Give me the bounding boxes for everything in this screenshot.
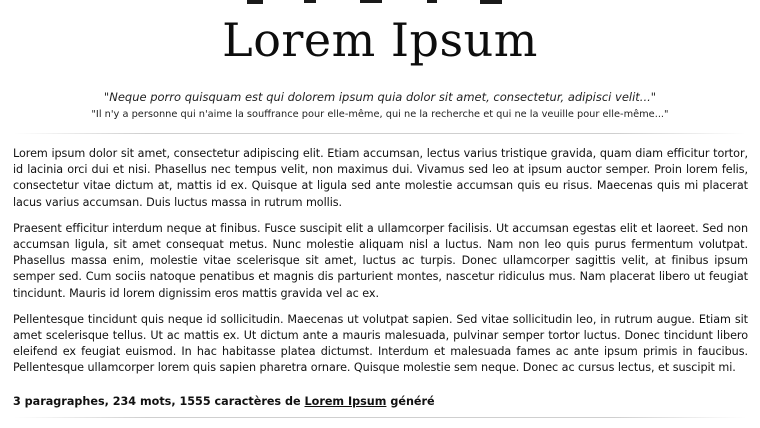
page-title: Lorem Ipsum	[222, 13, 538, 67]
generated-text	[13, 146, 748, 387]
paragraph: Pellentesque tincidunt quis neque id sollicitudin. Maecenas ut volutpat sapien. Sed vitae sollicitudin leo, in rutrum augue. Etiam sit amet scelerisque tellus. Ut ac mattis ex. Ut dictum ante a mauris malesuada, pulvinar semper tortor luctus. Donec tincidunt libero eleifend ex feugiat euismod. In hac habitasse platea dictumst. Interdum et malesuada fames ac ante ipsum primis in faucibus. Pellentesque ullamcorper lorem quis sapien pharetra ornare. Quisque molestie sem neque. Donec ac cursus lectus, et suscipit mi.	[13, 312, 748, 375]
generation-summary	[13, 394, 748, 410]
paragraph: Praesent efficitur interdum neque at finibus. Fusce suscipit elit a ullamcorper facilisis. Ut accumsan egestas elit et laoreet. Sed non accumsan ligula, sit amet consequat metus. Nunc molestie aliquam nisl a luctus. Nam non leo quis purus fermentum volutpat. Phasellus massa enim, molestie vitae scelerisque sit amet, luctus ac turpis. Donec ullamcorper sagittis velit, at finibus ipsum semper sed. Cum sociis natoque penatibus et magnis dis parturient montes, nascetur ridiculus mus. Nam placerat libero ut feugiat tincidunt. Mauris id lorem dignissim eros mattis gravida vel ac ex.	[13, 221, 748, 300]
lorem-ipsum-link[interactable]: Lorem Ipsum	[304, 395, 387, 408]
page-header	[0, 0, 760, 134]
latin-quote: "Neque porro quisquam est qui dolorem ipsum quia dolor sit amet, consectetur, adipisci velit..."	[103, 90, 657, 104]
french-quote: "Il n'y a personne qui n'aime la souffrance pour elle-même, qui ne la recherche et qui ne la veuille pour elle-même..."	[91, 109, 669, 120]
summary-suffix: généré	[390, 395, 435, 408]
paragraph: Lorem ipsum dolor sit amet, consectetur adipiscing elit. Etiam accumsan, lectus varius tristique gravida, quam diam efficitur tortor, id lacinia orci dui et nisi. Phasellus nec tempus velit, non maximus dui. Vivamus sed leo at ipsum auctor semper. Proin lorem felis, consectetur vitae dictum at, mattis id ex. Quisque at ligula sed ante molestie accumsan quis eu risus. Maecenas quis mi placerat lacus varius accumsan. Duis luctus massa in rutrum mollis.	[13, 147, 748, 209]
summary-stats: 3 paragraphes, 234 mots, 1555 caractères de	[13, 395, 301, 408]
divider-top	[14, 133, 746, 134]
divider-bottom	[14, 417, 746, 418]
